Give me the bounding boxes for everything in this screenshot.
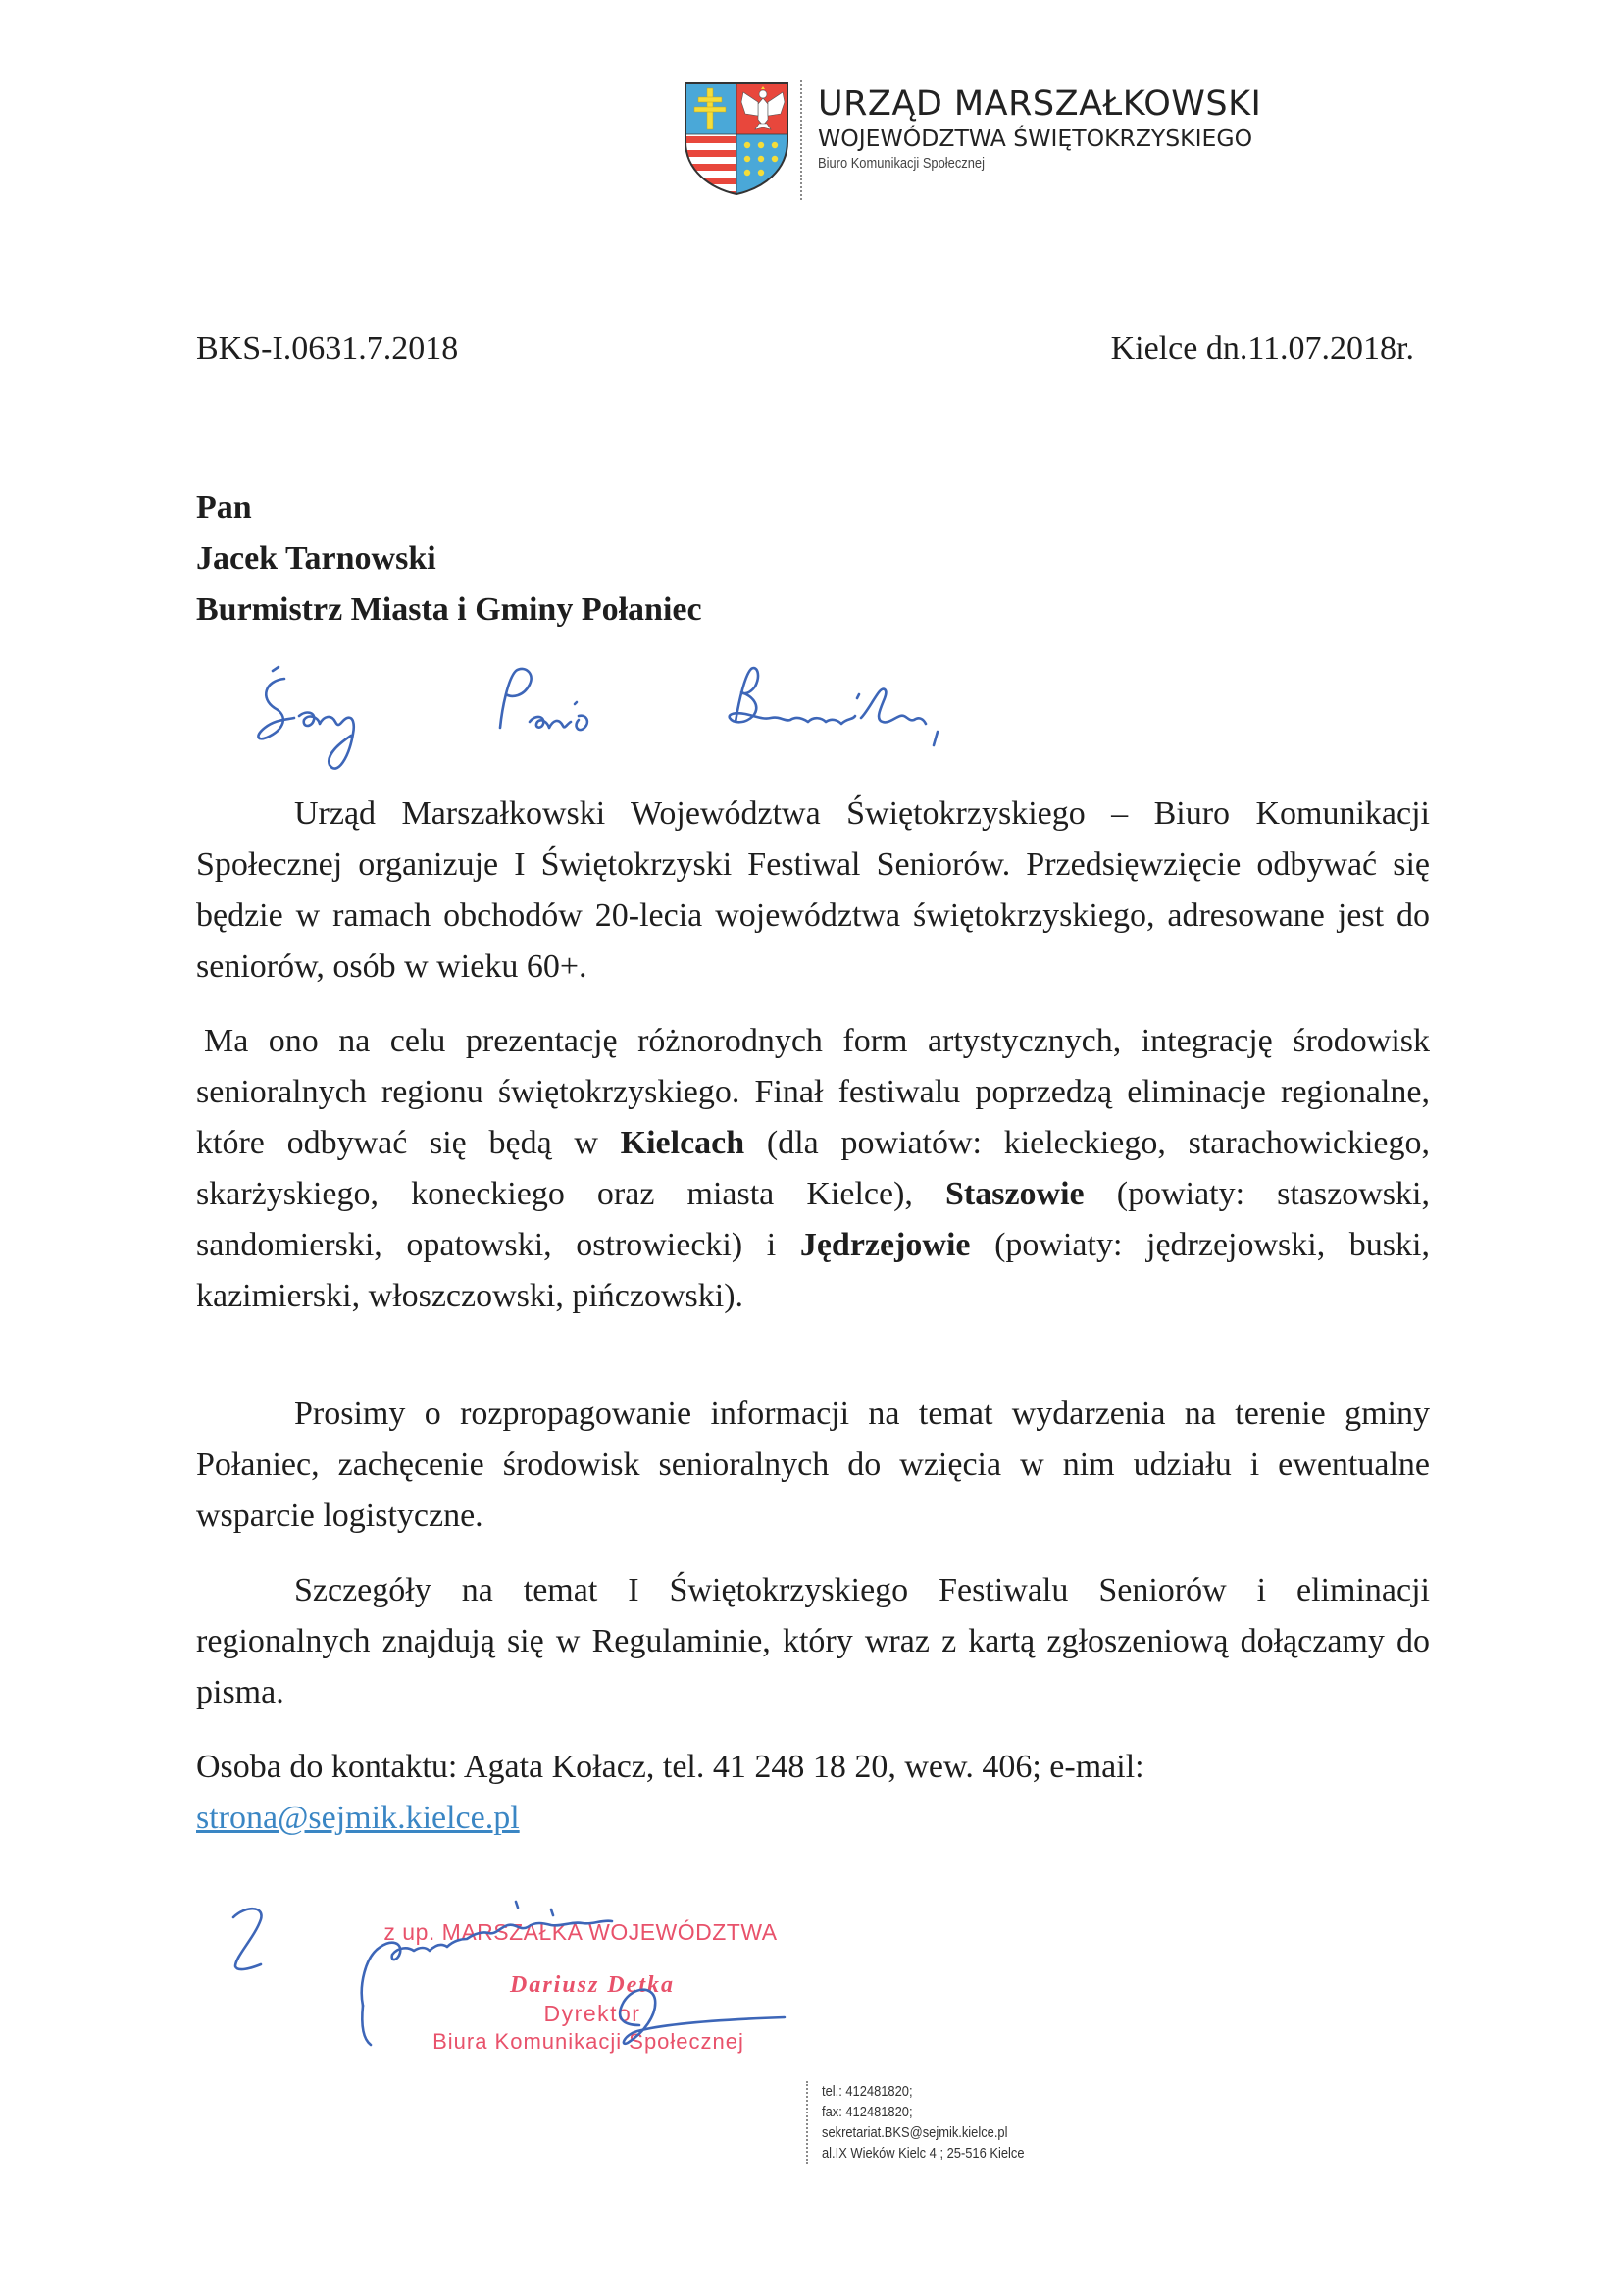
footer-address: al.IX Wieków Kielc 4 ; 25-516 Kielce [822,2145,1025,2162]
addressee-title: Burmistrz Miasta i Gminy Połaniec [196,591,702,628]
paragraph-text: Szczegóły na temat I Świętokrzyskiego Festiwalu Seniorów i eliminacji regionalnych znajdują się w Regulaminie, który wraz z kartą zgłoszeniową dołączamy do pisma. [196,1572,1430,1710]
letterhead-text [818,84,1261,175]
contact-email-link[interactable]: strona@sejmik.kielce.pl [196,1800,520,1836]
stamp-signatory-role: Dyrektor [543,2001,641,2026]
handwritten-salutation [245,659,1030,777]
addressee-block [196,483,702,636]
text-run: Ma ono na celu prezentację różnorodnych form artystycznych, integrację środowisk senioralnych regionu świętokrzyskiego. Finał festiwalu poprzedzą eliminacje regionalne, które odbywać się będą w [196,1023,1430,1161]
contact-person: Osoba do kontaktu: Agata Kołacz, tel. 41 248 18 20, wew. 406; e-mail: [196,1749,1144,1785]
letterhead-divider [800,80,802,200]
text-run: (dla powiatów: kieleckiego, starachowickiego, skarżyskiego, koneckiego oraz miasta Kielce), [196,1125,1430,1212]
official-stamp [324,1917,814,2057]
letterhead [683,80,1310,198]
footer-fax: fax: 412481820; [822,2104,913,2120]
text-run: (powiaty: staszowski, sandomierski, opatowski, ostrowiecki) i [196,1176,1430,1263]
body-paragraph-2 [196,1016,1430,1322]
location-jedrzejow: Jędrzejowie [799,1227,971,1263]
stamp-department: Biura Komunikacji Społecznej [432,2029,744,2054]
footer-contact-info [806,2081,1057,2164]
coat-of-arms-icon [683,80,790,196]
paragraph-text: Prosimy o rozpropagowanie informacji na temat wydarzenia na terenie gminy Połaniec, zachęcenie środowisk senioralnych do wzięcia w nim udziału i ewentualne wsparcie logistyczne. [196,1396,1430,1534]
text-run: (powiaty: jędrzejowski, buski, kazimierski, włoszczowski, pińczowski). [196,1227,1430,1314]
paragraph-text: Urząd Marszałkowski Województwa Świętokrzyskiego – Biuro Komunikacji Społecznej organizuje I Świętokrzyski Festiwal Seniorów. Przedsięwzięcie odbywać się będzie w ramach obchodów 20-lecia województwa świętokrzyskiego, adresowane jest do seniorów, osób w wieku 60+. [196,795,1430,985]
handwriting-strokes [245,659,1030,777]
addressee-name: Jacek Tarnowski [196,540,436,577]
office-title: URZĄD MARSZAŁKOWSKI [818,84,1262,124]
office-subtitle: WOJEWÓDZTWA ŚWIĘTOKRZYSKIEGO [818,125,1253,152]
place-and-date: Kielce dn.11.07.2018r. [1110,331,1414,367]
addressee-salutation: Pan [196,489,252,526]
body-paragraph-3 [196,1389,1430,1542]
location-staszow: Staszowie [945,1176,1085,1212]
reference-number: BKS-I.0631.7.2018 [196,331,459,367]
office-department: Biuro Komunikacji Społecznej [818,155,985,172]
stamp-authority: z up. MARSZAŁKA WOJEWÓDZTWA [383,1919,778,1945]
location-kielce: Kielcach [620,1125,745,1161]
footer-email[interactable]: sekretariat.BKS@sejmik.kielce.pl [822,2124,1008,2141]
contact-block [196,1742,1144,1844]
footer-phone: tel.: 412481820; [822,2083,913,2100]
body-paragraph-4 [196,1565,1430,1718]
body-paragraph-1 [196,789,1430,993]
paragraph-text [196,1016,1430,1322]
stamp-signatory-name: Dariusz Detka [509,1972,676,1998]
crest-shield [683,80,790,196]
